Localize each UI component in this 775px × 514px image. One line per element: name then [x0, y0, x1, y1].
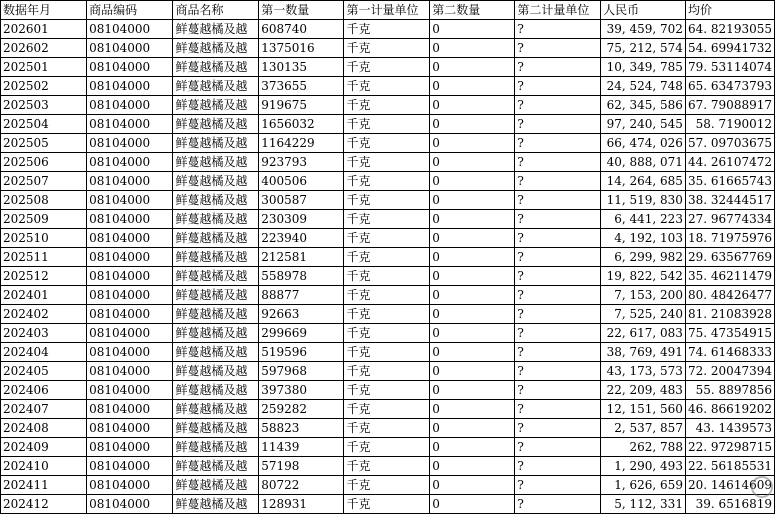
table-cell[interactable]: 5, 112, 331 — [601, 495, 686, 514]
table-cell[interactable]: 202409 — [1, 438, 87, 457]
table-cell[interactable]: 08104000 — [87, 457, 173, 476]
table-cell[interactable]: 202509 — [1, 210, 87, 229]
table-cell[interactable]: 43, 173, 573 — [601, 362, 686, 381]
table-cell[interactable]: 38, 769, 491 — [601, 343, 686, 362]
table-cell[interactable]: 0 — [430, 58, 515, 77]
table-cell[interactable]: 08104000 — [87, 400, 173, 419]
table-cell[interactable]: 22. 56185531 — [685, 457, 774, 476]
table-cell[interactable]: 0 — [430, 191, 515, 210]
table-cell[interactable]: 202506 — [1, 153, 87, 172]
table-cell[interactable]: 230309 — [259, 210, 344, 229]
header-cell[interactable]: 商品编码 — [87, 1, 173, 20]
table-cell[interactable]: ? — [515, 115, 601, 134]
table-cell[interactable]: 202412 — [1, 495, 87, 514]
table-cell[interactable]: 130135 — [259, 58, 344, 77]
table-cell[interactable]: 22, 617, 083 — [601, 324, 686, 343]
table-cell[interactable]: ? — [515, 400, 601, 419]
table-cell[interactable]: 鲜蔓越橘及越 — [173, 172, 259, 191]
table-cell[interactable]: ? — [515, 457, 601, 476]
table-cell[interactable]: ? — [515, 77, 601, 96]
table-row — [1, 153, 775, 172]
table-cell[interactable]: 38. 32444517 — [685, 191, 774, 210]
table-cell[interactable]: 22, 209, 483 — [601, 381, 686, 400]
header-cell[interactable]: 商品名称 — [173, 1, 259, 20]
table-cell[interactable]: 202505 — [1, 134, 87, 153]
table-cell[interactable]: 鲜蔓越橘及越 — [173, 324, 259, 343]
table-cell[interactable]: 202404 — [1, 343, 87, 362]
table-cell[interactable]: 0 — [430, 286, 515, 305]
table-cell[interactable]: 27. 96774334 — [685, 210, 774, 229]
table-row — [1, 267, 775, 286]
table-cell[interactable]: 397380 — [259, 381, 344, 400]
table-cell[interactable]: ? — [515, 58, 601, 77]
table-cell[interactable]: 鲜蔓越橘及越 — [173, 267, 259, 286]
table-row — [1, 39, 775, 58]
table-cell[interactable]: 29. 63567769 — [685, 248, 774, 267]
table-row — [1, 343, 775, 362]
table-cell[interactable]: 57198 — [259, 457, 344, 476]
table-cell[interactable]: 75, 212, 574 — [601, 39, 686, 58]
table-cell[interactable]: 08104000 — [87, 267, 173, 286]
table-cell[interactable]: 202601 — [1, 20, 87, 39]
table-cell[interactable]: 鲜蔓越橘及越 — [173, 58, 259, 77]
table-cell[interactable]: ? — [515, 210, 601, 229]
table-cell[interactable]: 202402 — [1, 305, 87, 324]
table-cell[interactable]: 鲜蔓越橘及越 — [173, 39, 259, 58]
table-cell[interactable]: 08104000 — [87, 210, 173, 229]
table-cell[interactable]: 54. 69941732 — [685, 39, 774, 58]
table-cell[interactable]: ? — [515, 362, 601, 381]
table-row — [1, 96, 775, 115]
table-cell[interactable]: 08104000 — [87, 58, 173, 77]
table-cell[interactable]: 千克 — [344, 248, 430, 267]
table-cell[interactable]: 鲜蔓越橘及越 — [173, 248, 259, 267]
table-cell[interactable]: 18. 71975976 — [685, 229, 774, 248]
table-cell[interactable]: 0 — [430, 400, 515, 419]
table-cell[interactable]: 202401 — [1, 286, 87, 305]
table-cell[interactable]: 202508 — [1, 191, 87, 210]
table-cell[interactable]: 202512 — [1, 267, 87, 286]
table-row — [1, 77, 775, 96]
table-row — [1, 20, 775, 39]
table-row — [1, 210, 775, 229]
table-cell[interactable]: 千克 — [344, 39, 430, 58]
table-cell[interactable]: 0 — [430, 476, 515, 495]
header-cell[interactable]: 数据年月 — [1, 1, 87, 20]
table-cell[interactable]: 0 — [430, 267, 515, 286]
table-cell[interactable]: 0 — [430, 305, 515, 324]
table-cell[interactable]: 0 — [430, 495, 515, 514]
table-row — [1, 457, 775, 476]
table-cell[interactable]: 鲜蔓越橘及越 — [173, 305, 259, 324]
table-cell[interactable]: 202408 — [1, 419, 87, 438]
table-cell[interactable]: 千克 — [344, 134, 430, 153]
table-cell[interactable]: 鲜蔓越橘及越 — [173, 476, 259, 495]
table-cell[interactable]: 千克 — [344, 267, 430, 286]
table-cell[interactable]: ? — [515, 96, 601, 115]
table-cell[interactable]: 10, 349, 785 — [601, 58, 686, 77]
table-cell[interactable]: 08104000 — [87, 495, 173, 514]
table-cell[interactable]: 212581 — [259, 248, 344, 267]
table-cell[interactable]: ? — [515, 39, 601, 58]
table-cell[interactable]: 鲜蔓越橘及越 — [173, 191, 259, 210]
table-cell[interactable]: ? — [515, 381, 601, 400]
table-cell[interactable]: 128931 — [259, 495, 344, 514]
table-cell[interactable]: 40, 888, 071 — [601, 153, 686, 172]
table-cell[interactable]: 0 — [430, 20, 515, 39]
table-cell[interactable]: 88877 — [259, 286, 344, 305]
table-cell[interactable]: ? — [515, 476, 601, 495]
table-cell[interactable]: 55. 8897856 — [685, 381, 774, 400]
table-cell[interactable]: 千克 — [344, 115, 430, 134]
table-cell[interactable]: 400506 — [259, 172, 344, 191]
table-cell[interactable]: 519596 — [259, 343, 344, 362]
table-cell[interactable]: 千克 — [344, 20, 430, 39]
table-row — [1, 58, 775, 77]
table-cell[interactable]: 0 — [430, 324, 515, 343]
table-row — [1, 286, 775, 305]
table-row — [1, 324, 775, 343]
table-cell[interactable]: 鲜蔓越橘及越 — [173, 286, 259, 305]
table-cell[interactable]: 千克 — [344, 324, 430, 343]
table-cell[interactable]: 373655 — [259, 77, 344, 96]
table-cell[interactable]: 202507 — [1, 172, 87, 191]
table-cell[interactable]: 43. 1439573 — [685, 419, 774, 438]
table-cell[interactable]: 202503 — [1, 96, 87, 115]
table-cell[interactable]: 千克 — [344, 476, 430, 495]
table-cell[interactable]: 1164229 — [259, 134, 344, 153]
table-cell[interactable]: 74. 61468333 — [685, 343, 774, 362]
table-cell[interactable]: 0 — [430, 115, 515, 134]
table-cell[interactable]: 鲜蔓越橘及越 — [173, 419, 259, 438]
table-cell[interactable]: 202410 — [1, 457, 87, 476]
table-cell[interactable]: 鲜蔓越橘及越 — [173, 96, 259, 115]
table-cell[interactable]: 0 — [430, 248, 515, 267]
table-cell[interactable]: 千克 — [344, 153, 430, 172]
table-cell[interactable]: 6, 299, 982 — [601, 248, 686, 267]
table-cell[interactable]: ? — [515, 324, 601, 343]
table-cell[interactable]: 鲜蔓越橘及越 — [173, 362, 259, 381]
table-cell[interactable]: 22. 97298715 — [685, 438, 774, 457]
table-cell[interactable]: 千克 — [344, 191, 430, 210]
table-cell[interactable]: 鲜蔓越橘及越 — [173, 134, 259, 153]
table-cell[interactable]: 57. 09703675 — [685, 134, 774, 153]
table-row — [1, 419, 775, 438]
table-row — [1, 172, 775, 191]
table-cell[interactable]: ? — [515, 248, 601, 267]
table-cell[interactable]: 4, 192, 103 — [601, 229, 686, 248]
table-cell[interactable]: 千克 — [344, 305, 430, 324]
table-cell[interactable]: 0 — [430, 381, 515, 400]
table-row — [1, 191, 775, 210]
table-cell[interactable]: 608740 — [259, 20, 344, 39]
table-cell[interactable]: 08104000 — [87, 286, 173, 305]
table-cell[interactable]: 千克 — [344, 400, 430, 419]
table-cell[interactable]: 08104000 — [87, 305, 173, 324]
table-cell[interactable]: 08104000 — [87, 39, 173, 58]
table-cell[interactable]: 0 — [430, 77, 515, 96]
table-cell[interactable]: ? — [515, 134, 601, 153]
table-cell[interactable]: 0 — [430, 229, 515, 248]
table-cell[interactable]: ? — [515, 191, 601, 210]
table-cell[interactable]: 12, 151, 560 — [601, 400, 686, 419]
table-cell[interactable]: 7, 153, 200 — [601, 286, 686, 305]
table-cell[interactable]: 08104000 — [87, 362, 173, 381]
table-row — [1, 248, 775, 267]
table-cell[interactable]: 0 — [430, 419, 515, 438]
table-cell[interactable]: 58. 7190012 — [685, 115, 774, 134]
table-cell[interactable]: ? — [515, 172, 601, 191]
table-cell[interactable]: 千克 — [344, 172, 430, 191]
table-cell[interactable]: ? — [515, 495, 601, 514]
table-cell[interactable]: 92663 — [259, 305, 344, 324]
header-cell[interactable]: 人民币 — [601, 1, 686, 20]
table-cell[interactable]: 80722 — [259, 476, 344, 495]
table-cell[interactable]: 0 — [430, 39, 515, 58]
table-cell[interactable]: 千克 — [344, 457, 430, 476]
table-cell[interactable]: 千克 — [344, 229, 430, 248]
table-cell[interactable]: 202602 — [1, 39, 87, 58]
header-cell[interactable]: 第二计量单位 — [515, 1, 601, 20]
table-cell[interactable]: 11439 — [259, 438, 344, 457]
table-row — [1, 495, 775, 514]
table-cell[interactable]: ? — [515, 419, 601, 438]
table-cell[interactable]: 08104000 — [87, 172, 173, 191]
table-cell[interactable]: 262, 788 — [601, 438, 686, 457]
table-cell[interactable]: 0 — [430, 96, 515, 115]
table-cell[interactable]: 39. 6516819 — [685, 495, 774, 514]
table-cell[interactable]: 202406 — [1, 381, 87, 400]
table-cell[interactable]: 鲜蔓越橘及越 — [173, 495, 259, 514]
table-row — [1, 229, 775, 248]
table-cell[interactable]: 08104000 — [87, 324, 173, 343]
table-cell[interactable]: 千克 — [344, 96, 430, 115]
table-cell[interactable]: 1656032 — [259, 115, 344, 134]
table-cell[interactable]: 62, 345, 586 — [601, 96, 686, 115]
table-cell[interactable]: 鲜蔓越橘及越 — [173, 153, 259, 172]
table-cell[interactable]: 46. 86619202 — [685, 400, 774, 419]
table-cell[interactable]: ? — [515, 343, 601, 362]
table-cell[interactable]: 558978 — [259, 267, 344, 286]
table-cell[interactable]: 64. 82193055 — [685, 20, 774, 39]
table-cell[interactable]: 08104000 — [87, 476, 173, 495]
table-cell[interactable]: 259282 — [259, 400, 344, 419]
table-cell[interactable]: 08104000 — [87, 191, 173, 210]
table-cell[interactable]: 鲜蔓越橘及越 — [173, 438, 259, 457]
table-cell[interactable]: 08104000 — [87, 134, 173, 153]
table-cell[interactable]: 35. 61665743 — [685, 172, 774, 191]
table-cell[interactable]: 79. 53114074 — [685, 58, 774, 77]
table-cell[interactable]: 0 — [430, 134, 515, 153]
table-cell[interactable]: 14, 264, 685 — [601, 172, 686, 191]
table-cell[interactable]: 0 — [430, 153, 515, 172]
table-cell[interactable]: ? — [515, 286, 601, 305]
table-row — [1, 476, 775, 495]
table-cell[interactable]: 6, 441, 223 — [601, 210, 686, 229]
table-cell[interactable]: 08104000 — [87, 77, 173, 96]
table-cell[interactable]: 20. 14614609 — [685, 476, 774, 495]
table-cell[interactable]: 202407 — [1, 400, 87, 419]
table-cell[interactable]: 鲜蔓越橘及越 — [173, 20, 259, 39]
header-cell[interactable]: 第二数量 — [430, 1, 515, 20]
table-row — [1, 381, 775, 400]
table-cell[interactable]: 千克 — [344, 58, 430, 77]
table-cell[interactable]: 0 — [430, 457, 515, 476]
table-cell[interactable]: 597968 — [259, 362, 344, 381]
table-cell[interactable]: 08104000 — [87, 381, 173, 400]
table-cell[interactable]: 202510 — [1, 229, 87, 248]
table-cell[interactable]: 08104000 — [87, 96, 173, 115]
header-cell[interactable]: 均价 — [685, 1, 774, 20]
table-cell[interactable]: 0 — [430, 172, 515, 191]
table-cell[interactable]: 鲜蔓越橘及越 — [173, 457, 259, 476]
table-cell[interactable]: 0 — [430, 210, 515, 229]
table-cell[interactable]: 300587 — [259, 191, 344, 210]
table-cell[interactable]: 202403 — [1, 324, 87, 343]
table-cell[interactable]: 1, 290, 493 — [601, 457, 686, 476]
table-cell[interactable]: 08104000 — [87, 343, 173, 362]
table-row — [1, 134, 775, 153]
table-cell[interactable]: 鲜蔓越橘及越 — [173, 77, 259, 96]
table-cell[interactable]: 08104000 — [87, 153, 173, 172]
table-row — [1, 305, 775, 324]
table-cell[interactable]: 11, 519, 830 — [601, 191, 686, 210]
table-cell[interactable]: 鲜蔓越橘及越 — [173, 400, 259, 419]
table-cell[interactable]: 鲜蔓越橘及越 — [173, 381, 259, 400]
table-cell[interactable]: ? — [515, 438, 601, 457]
table-body — [1, 20, 775, 514]
table-cell[interactable]: 202411 — [1, 476, 87, 495]
table-cell[interactable]: 202502 — [1, 77, 87, 96]
table-cell[interactable]: 81. 21083928 — [685, 305, 774, 324]
table-cell[interactable]: 58823 — [259, 419, 344, 438]
table-cell[interactable]: 299669 — [259, 324, 344, 343]
table-cell[interactable]: 08104000 — [87, 229, 173, 248]
table-cell[interactable]: 鲜蔓越橘及越 — [173, 115, 259, 134]
table-cell[interactable]: ? — [515, 20, 601, 39]
table-cell[interactable]: 65. 63473793 — [685, 77, 774, 96]
table-cell[interactable]: ? — [515, 153, 601, 172]
table-cell[interactable]: 千克 — [344, 495, 430, 514]
table-cell[interactable]: 1375016 — [259, 39, 344, 58]
table-cell[interactable]: 08104000 — [87, 248, 173, 267]
table-cell[interactable]: 08104000 — [87, 115, 173, 134]
header-cell[interactable]: 第一计量单位 — [344, 1, 430, 20]
table-cell[interactable]: 0 — [430, 438, 515, 457]
table-cell[interactable]: 75. 47354915 — [685, 324, 774, 343]
table-cell[interactable]: 鲜蔓越橘及越 — [173, 210, 259, 229]
table-cell[interactable]: 923793 — [259, 153, 344, 172]
table-cell[interactable]: 0 — [430, 362, 515, 381]
header-row — [1, 1, 775, 20]
table-row — [1, 438, 775, 457]
table-cell[interactable]: ? — [515, 229, 601, 248]
table-cell[interactable]: 202405 — [1, 362, 87, 381]
table-cell[interactable]: 7, 525, 240 — [601, 305, 686, 324]
table-cell[interactable]: 千克 — [344, 210, 430, 229]
table-cell[interactable]: 24, 524, 748 — [601, 77, 686, 96]
table-row — [1, 115, 775, 134]
table-cell[interactable]: 202511 — [1, 248, 87, 267]
table-cell[interactable]: 08104000 — [87, 20, 173, 39]
table-cell[interactable]: ? — [515, 305, 601, 324]
table-cell[interactable]: 千克 — [344, 343, 430, 362]
table-cell[interactable]: 223940 — [259, 229, 344, 248]
table-cell[interactable]: 39, 459, 702 — [601, 20, 686, 39]
table-cell[interactable]: 919675 — [259, 96, 344, 115]
table-cell[interactable]: 19, 822, 542 — [601, 267, 686, 286]
header-cell[interactable]: 第一数量 — [259, 1, 344, 20]
table-cell[interactable]: 72. 20047394 — [685, 362, 774, 381]
table-cell[interactable]: 千克 — [344, 381, 430, 400]
table-cell[interactable]: 千克 — [344, 362, 430, 381]
table-cell[interactable]: 鲜蔓越橘及越 — [173, 343, 259, 362]
table-cell[interactable]: 202504 — [1, 115, 87, 134]
table-cell[interactable]: 97, 240, 545 — [601, 115, 686, 134]
table-cell[interactable]: 80. 48426477 — [685, 286, 774, 305]
table-cell[interactable]: 08104000 — [87, 438, 173, 457]
table-row — [1, 400, 775, 419]
table-cell[interactable]: 66, 474, 026 — [601, 134, 686, 153]
table-cell[interactable]: ? — [515, 267, 601, 286]
table-cell[interactable]: 1, 626, 659 — [601, 476, 686, 495]
table-cell[interactable]: 67. 79088917 — [685, 96, 774, 115]
table-cell[interactable]: 千克 — [344, 286, 430, 305]
table-cell[interactable]: 鲜蔓越橘及越 — [173, 229, 259, 248]
table-cell[interactable]: 08104000 — [87, 419, 173, 438]
table-cell[interactable]: 0 — [430, 343, 515, 362]
table-cell[interactable]: 千克 — [344, 77, 430, 96]
table-cell[interactable]: 35. 46211479 — [685, 267, 774, 286]
table-cell[interactable]: 千克 — [344, 438, 430, 457]
table-cell[interactable]: 2, 537, 857 — [601, 419, 686, 438]
table-cell[interactable]: 202501 — [1, 58, 87, 77]
table-cell[interactable]: 44. 26107472 — [685, 153, 774, 172]
table-row — [1, 362, 775, 381]
table-cell[interactable]: 千克 — [344, 419, 430, 438]
